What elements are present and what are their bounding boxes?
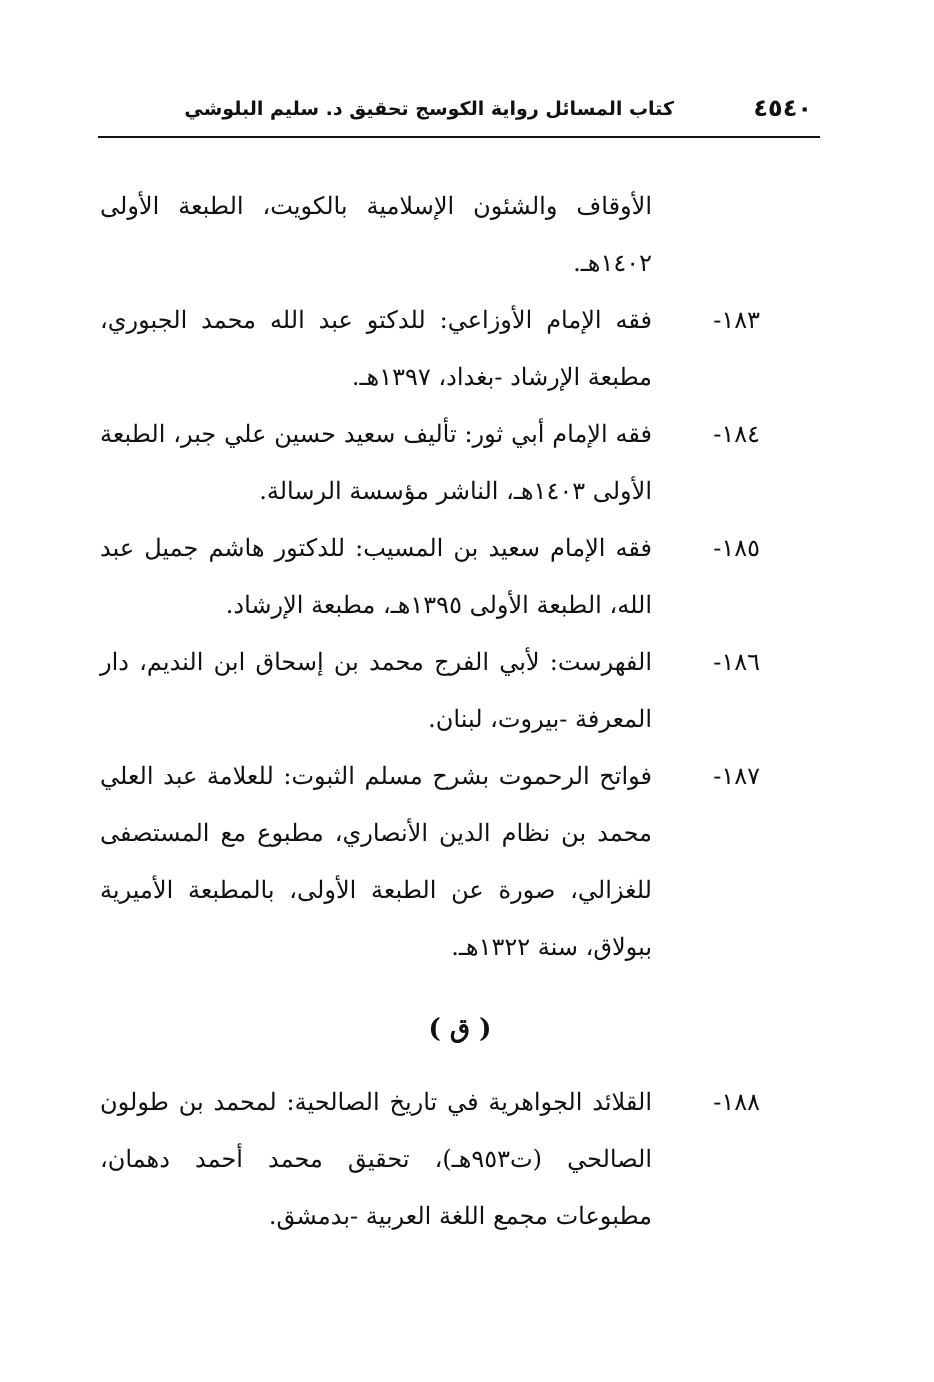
page-number: ٤٥٤٠ — [753, 94, 812, 122]
entry-text: فواتح الرحموت بشرح مسلم الثبوت: للعلامة عبد العلي محمد بن نظام الدين الأنصاري، مطبوع مع المستصفى للغزالي، صورة عن الطبعة الأولى، بالمطبعة الأميرية ببولاق، سنة ١٣٢٢هـ. — [100, 762, 652, 961]
entry-number: ١٨٣- — [713, 306, 760, 334]
entry-text: فقه الإمام أبي ثور: تأليف سعيد حسين علي جبر، الطبعة الأولى ١٤٠٣هـ، الناشر مؤسسة الرسالة. — [100, 420, 652, 505]
bibliography-entry — [100, 292, 760, 406]
entry-number: ١٨٧- — [713, 762, 760, 790]
page-header — [98, 92, 820, 138]
continuation-text: الأوقاف والشئون الإسلامية بالكويت، الطبعة الأولى ١٤٠٢هـ. — [100, 192, 652, 277]
bibliography-entry — [100, 634, 760, 748]
bibliography-entry — [100, 1074, 760, 1245]
bibliography-entry — [100, 748, 760, 976]
entry-number: ١٨٨- — [713, 1088, 760, 1116]
entry-number: ١٨٦- — [713, 648, 760, 676]
entry-text: فقه الإمام الأوزاعي: للدكتو عبد الله محمد الجبوري، مطبعة الإرشاد -بغداد، ١٣٩٧هـ. — [100, 306, 652, 391]
entry-text: القلائد الجواهرية في تاريخ الصالحية: لمحمد بن طولون الصالحي (ت٩٥٣هـ)، تحقيق محمد أحمد دهمان، مطبوعات مجمع اللغة العربية -بدمشق. — [100, 1088, 652, 1230]
bibliography-entry — [100, 520, 760, 634]
entry-text: الفهرست: لأبي الفرج محمد بن إسحاق ابن النديم، دار المعرفة -بيروت، لبنان. — [100, 648, 652, 733]
section-heading: ( ق ) — [428, 1014, 492, 1044]
bibliography-list — [100, 178, 760, 1245]
bibliography-entry — [100, 406, 760, 520]
running-title: كتاب المسائل رواية الكوسج تحقيق د. سليم البلوشي — [184, 98, 674, 120]
entry-text: فقه الإمام سعيد بن المسيب: للدكتور هاشم جميل عبد الله، الطبعة الأولى ١٣٩٥هـ، مطبعة الإرشاد. — [100, 534, 652, 619]
entry-number: ١٨٥- — [713, 534, 760, 562]
continuation-paragraph — [100, 178, 760, 292]
entry-number: ١٨٤- — [713, 420, 760, 448]
